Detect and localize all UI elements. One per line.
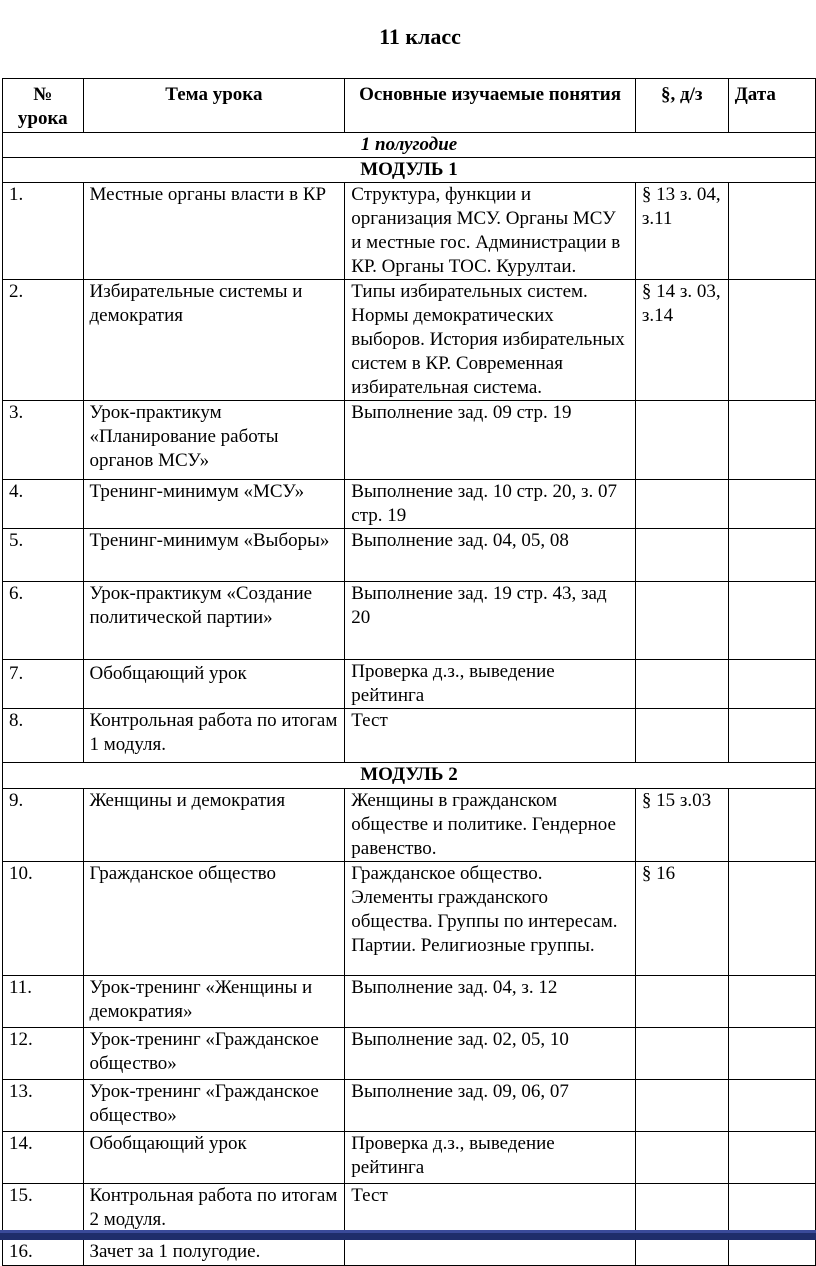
row-number: 9. [3,789,84,862]
table-row [3,582,816,660]
row-topic: Урок-тренинг «Женщины и демократия» [83,976,345,1028]
row-concepts [345,1238,636,1266]
row-concepts: Выполнение зад. 04, з. 12 [345,976,636,1028]
row-topic: Контрольная работа по итогам 2 модуля. [83,1184,345,1238]
module-1-label: МОДУЛЬ 1 [3,158,816,183]
row-concepts: Выполнение зад. 10 стр. 20, з. 07 стр. 19 [345,480,636,529]
row-number: 2. [3,280,84,401]
table-row [3,1132,816,1184]
row-homework: § 14 з. 03, з.14 [635,280,728,401]
table-row [3,660,816,709]
row-number: 6. [3,582,84,660]
row-number: 12. [3,1028,84,1080]
lesson-plan-table [2,78,816,1266]
module-2-label: МОДУЛЬ 2 [3,763,816,789]
table-row [3,183,816,280]
table-row [3,480,816,529]
row-topic: Местные органы власти в КР [83,183,345,280]
row-date [728,862,815,976]
row-number: 3. [3,401,84,480]
row-concepts: Проверка д.з., выведение рейтинга [345,1132,636,1184]
row-concepts: Тест [345,1184,636,1238]
row-number: 11. [3,976,84,1028]
header-hw: §, д/з [635,79,728,133]
row-topic: Контрольная работа по итогам 1 модуля. [83,709,345,763]
row-number: 10. [3,862,84,976]
table-row [3,789,816,862]
header-date: Дата [728,79,815,133]
table-row [3,529,816,582]
row-homework [635,480,728,529]
page-title: 11 класс [379,24,461,49]
row-topic: Урок-практикум «Создание политической партии» [83,582,345,660]
table-row [3,1080,816,1132]
row-concepts: Типы избирательных систем. Нормы демократических выборов. История избирательных систем в КР. Современная избирательная система. [345,280,636,401]
row-topic: Обобщающий урок [83,660,345,709]
row-number: 7. [3,660,84,709]
table-row [3,709,816,763]
row-date [728,529,815,582]
row-concepts: Структура, функции и организация МСУ. Органы МСУ и местные гос. Администрации в КР. Органы ТОС. Курултаи. [345,183,636,280]
row-homework [635,660,728,709]
row-number: 16. [3,1238,84,1266]
row-date [728,660,815,709]
row-date [728,789,815,862]
row-homework [635,529,728,582]
row-date [728,1028,815,1080]
table-row [3,280,816,401]
row-topic: Тренинг-минимум «МСУ» [83,480,345,529]
row-number: 15. [3,1184,84,1238]
header-concepts: Основные изучаемые понятия [345,79,636,133]
row-number: 14. [3,1132,84,1184]
row-date [728,976,815,1028]
row-topic: Урок-тренинг «Гражданское общество» [83,1028,345,1080]
row-concepts: Выполнение зад. 04, 05, 08 [345,529,636,582]
row-topic: Урок-тренинг «Гражданское общество» [83,1080,345,1132]
row-topic: Гражданское общество [83,862,345,976]
table-row [3,1238,816,1266]
row-topic: Обобщающий урок [83,1132,345,1184]
row-homework [635,709,728,763]
row-date [728,280,815,401]
row-date [728,401,815,480]
row-concepts: Гражданское общество. Элементы гражданского общества. Группы по интересам. Партии. Религиозные группы. [345,862,636,976]
row-homework: § 13 з. 04, з.11 [635,183,728,280]
row-homework [635,976,728,1028]
row-date [728,1080,815,1132]
row-date [728,582,815,660]
header-topic: Тема урока [83,79,345,133]
table-row [3,401,816,480]
row-date [728,1132,815,1184]
row-date [728,709,815,763]
row-homework: § 16 [635,862,728,976]
row-concepts: Выполнение зад. 19 стр. 43, зад 20 [345,582,636,660]
half-year-label: 1 полугодие [3,133,816,158]
row-date [728,183,815,280]
table-row [3,1028,816,1080]
row-concepts: Тест [345,709,636,763]
row-homework [635,401,728,480]
row-number: 1. [3,183,84,280]
row-homework [635,1238,728,1266]
row-concepts: Выполнение зад. 09, 06, 07 [345,1080,636,1132]
footer-bar [0,1230,816,1240]
row-concepts: Выполнение зад. 09 стр. 19 [345,401,636,480]
row-topic: Урок-практикум «Планирование работы органов МСУ» [83,401,345,480]
row-concepts: Выполнение зад. 02, 05, 10 [345,1028,636,1080]
row-homework [635,1132,728,1184]
row-number: 13. [3,1080,84,1132]
row-date [728,480,815,529]
row-topic: Женщины и демократия [83,789,345,862]
row-homework [635,1028,728,1080]
row-homework: § 15 з.03 [635,789,728,862]
row-topic: Зачет за 1 полугодие. [83,1238,345,1266]
row-homework [635,582,728,660]
header-row [3,79,816,133]
row-topic: Тренинг-минимум «Выборы» [83,529,345,582]
row-homework [635,1080,728,1132]
row-concepts: Женщины в гражданском обществе и политике. Гендерное равенство. [345,789,636,862]
row-concepts: Проверка д.з., выведение рейтинга [345,660,636,709]
header-num: № урока [3,79,84,133]
row-date [728,1238,815,1266]
table-row [3,976,816,1028]
row-number: 8. [3,709,84,763]
row-number: 4. [3,480,84,529]
row-number: 5. [3,529,84,582]
row-topic: Избирательные системы и демократия [83,280,345,401]
table-row [3,862,816,976]
